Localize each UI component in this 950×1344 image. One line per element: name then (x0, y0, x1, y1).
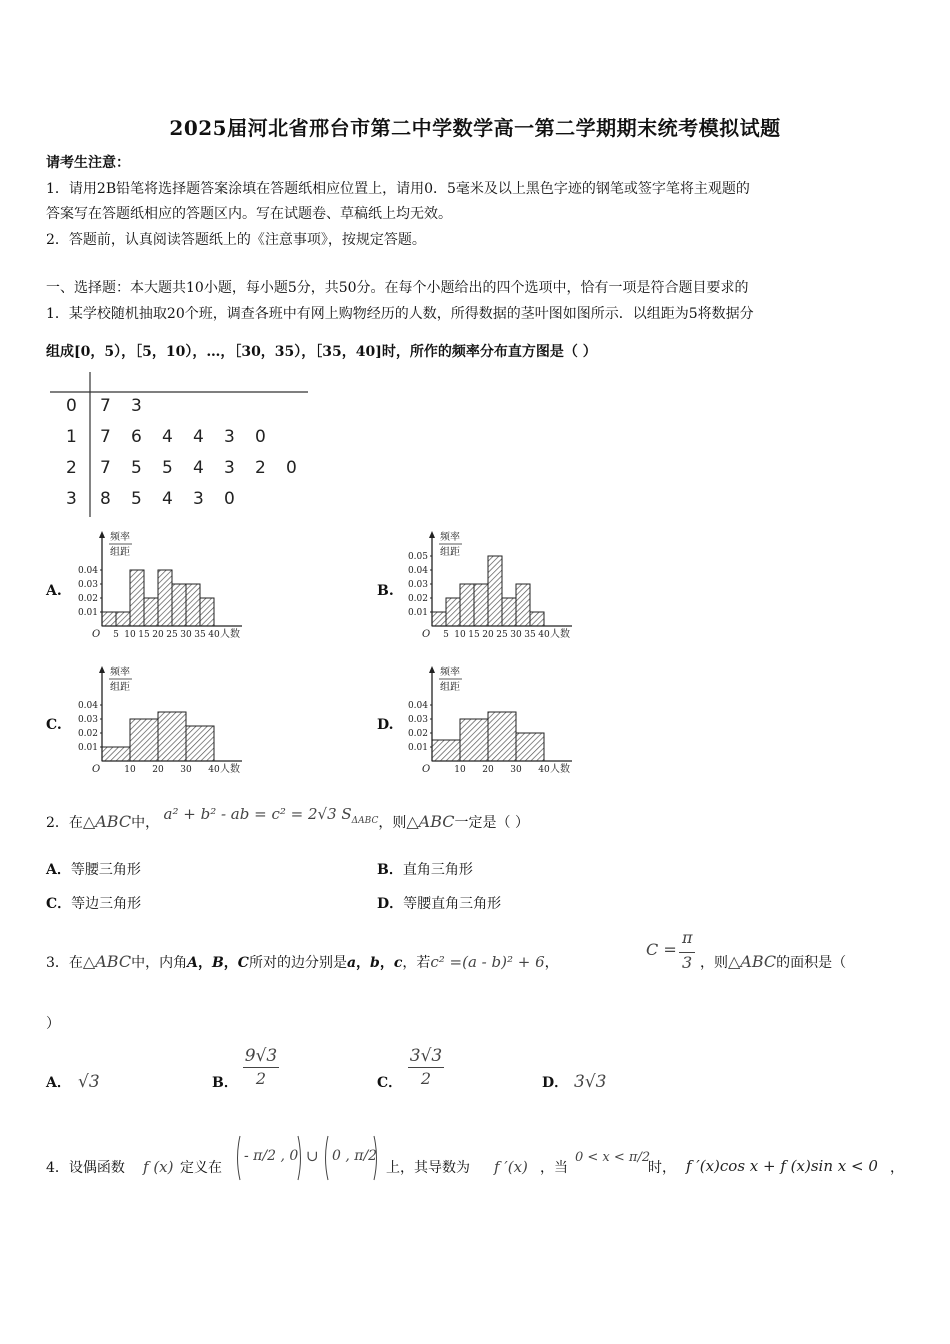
q3-option-c-fraction-bar (408, 1067, 444, 1068)
q3-angle-pi: π (682, 928, 693, 947)
stem-value: 2 (66, 458, 77, 478)
q4-derivative: f ′(x) (494, 1158, 528, 1176)
notice-heading: 请考生注意： (46, 155, 130, 171)
q2-option-b-text: 直角三角形 (402, 862, 473, 878)
y-label-denominator: 组距 (440, 547, 460, 558)
q3-option-c-label[interactable]: C． (377, 1075, 403, 1091)
stem-leaf-plot (50, 372, 312, 517)
stem-value: 3 (66, 489, 77, 509)
leaf-value: 7 (100, 396, 111, 416)
histogram-d[interactable] (402, 663, 582, 778)
y-tick-label: 0.01 (77, 743, 98, 753)
q3-B: B (211, 955, 224, 971)
y-tick-label: 0.03 (77, 580, 98, 590)
leaf-value: 2 (255, 458, 266, 478)
q1-option-c-label[interactable]: C. (46, 717, 62, 733)
q2-option-c[interactable] (46, 893, 141, 913)
y-label-numerator: 频率 (110, 667, 130, 678)
q4-condition: 0 < x < π/2 (575, 1150, 651, 1165)
q3-option-d-value: 3√3 (574, 1072, 607, 1092)
histogram-bar (158, 570, 172, 626)
y-axis-arrow (429, 531, 435, 538)
q3-C: C (237, 955, 249, 971)
notice-item1-line2: 答案写在答题纸相应的答题区内。写在试题卷、草稿纸上均无效。 (46, 206, 452, 222)
q3-comma: ， (544, 955, 559, 971)
histogram-bar (130, 570, 144, 626)
q4-text2: 上，其导数为 (386, 1160, 470, 1176)
q2-mid: 中， (131, 815, 160, 831)
histogram-bar (158, 712, 186, 761)
leaf-value: 4 (162, 427, 173, 447)
q4-interval-2: 0 , π/2 (332, 1148, 378, 1164)
x-tick-label: 10 (124, 630, 136, 640)
leaf-value: 5 (131, 458, 142, 478)
y-label-denominator: 组距 (110, 682, 130, 693)
leaf-value: 0 (255, 427, 266, 447)
x-tick-label: 20 (152, 765, 164, 775)
q3-option-b-numerator: 9√3 (244, 1046, 278, 1066)
q2-option-c-label: C． (46, 896, 72, 912)
y-tick-label: 0.02 (77, 594, 98, 604)
y-label-numerator: 频率 (440, 667, 460, 678)
x-tick-label: 5 (113, 630, 119, 640)
q3-stem-end (700, 952, 846, 972)
y-label-denominator: 组距 (110, 547, 130, 558)
q4-inequality: f ′(x)cos x + f (x)sin x < 0 (686, 1157, 878, 1175)
q3-option-d-label[interactable]: D． (542, 1075, 569, 1091)
q4-function: f (x) (143, 1158, 174, 1176)
x-axis-label: 人数 (220, 764, 240, 775)
x-tick-label: 40 (208, 765, 220, 775)
histogram-bar (460, 719, 488, 761)
histogram-bar (432, 740, 460, 761)
histogram-bar (460, 584, 474, 626)
q3-stem: 3．在△ABC中，内角A，B，C所对的边分别是a，b，c，若c² =(a - b)² + 6， (46, 952, 559, 971)
leaf-value: 0 (224, 489, 235, 509)
leaf-value: 3 (224, 458, 235, 478)
y-tick-label: 0.04 (77, 566, 98, 576)
histogram-bar (488, 712, 516, 761)
leaf-value: 7 (100, 458, 111, 478)
q2-subscript: ΔABC (351, 816, 379, 826)
histogram-bar (186, 726, 214, 761)
x-axis-label: 人数 (220, 629, 240, 640)
q2-suffix: 一定是（ ） (454, 815, 529, 831)
q3-option-c-denominator: 2 (420, 1069, 432, 1088)
histogram-b[interactable] (402, 528, 582, 643)
histogram-bar (516, 584, 530, 626)
y-axis-arrow (99, 666, 105, 673)
origin-label: O (422, 629, 431, 640)
y-tick-label: 0.04 (77, 701, 98, 711)
origin-label: O (92, 764, 101, 775)
q4-text4: 时， (648, 1160, 676, 1176)
x-tick-label: 25 (496, 630, 508, 640)
q2-option-b-label: B． (377, 862, 403, 878)
x-tick-label: 20 (482, 765, 494, 775)
leaf-value: 0 (286, 458, 297, 478)
histogram-bar (172, 584, 186, 626)
q3-text1: 中，内角 (131, 955, 188, 971)
q3-text2: 所对的边分别是 (248, 955, 347, 971)
q2-option-c-text: 等边三角形 (71, 896, 142, 912)
y-tick-label: 0.01 (407, 608, 428, 618)
histogram-a[interactable] (72, 528, 252, 643)
leaf-value: 5 (162, 458, 173, 478)
q2-prefix: 2．在 (46, 815, 83, 831)
q3-angle-three: 3 (682, 953, 693, 972)
q2-option-a[interactable] (46, 859, 141, 879)
q2-option-d-text: 等腰直角三角形 (403, 896, 502, 912)
x-tick-label: 10 (454, 765, 466, 775)
q4-text1: 定义在 (180, 1160, 222, 1176)
q4-union: ∪ (306, 1147, 319, 1165)
histogram-c[interactable] (72, 663, 252, 778)
x-tick-label: 35 (524, 630, 536, 640)
leaf-value: 3 (131, 396, 142, 416)
x-tick-label: 20 (482, 630, 494, 640)
q4-domain (234, 1134, 378, 1182)
q2-formula: a² + b² - ab = c² = 2√3 S (163, 805, 352, 823)
y-label-numerator: 频率 (110, 532, 130, 543)
histogram-bar (102, 612, 116, 626)
y-tick-label: 0.04 (407, 701, 428, 711)
q3-a: a (346, 955, 357, 971)
stem-value: 1 (66, 427, 77, 447)
leaf-value: 3 (224, 427, 235, 447)
x-tick-label: 15 (138, 630, 150, 640)
leaf-value: 7 (100, 427, 111, 447)
x-tick-label: 30 (180, 630, 192, 640)
q2-triangle-1: △ABC (82, 812, 132, 831)
leaf-value: 6 (131, 427, 142, 447)
q3-formula: c² =(a - b)² + 6 (430, 953, 545, 971)
y-axis-arrow (99, 531, 105, 538)
q2-option-d-label: D． (377, 896, 404, 912)
q3-then: ，则 (700, 955, 728, 971)
histogram-bar (200, 598, 214, 626)
stem-leaf-axes (50, 372, 312, 517)
q1-line2: 组成[0，5），［5，10），…，［30，35），［35，40]时，所作的频率分布直方图是（ ） (46, 344, 597, 360)
q2-option-a-label: A． (46, 862, 71, 878)
origin-label: O (422, 764, 431, 775)
leaf-value: 8 (100, 489, 111, 509)
y-tick-label: 0.03 (77, 715, 98, 725)
histogram-bar (530, 612, 544, 626)
x-tick-label: 30 (510, 630, 522, 640)
x-tick-label: 40 (208, 630, 220, 640)
histogram-bar (130, 719, 158, 761)
x-tick-label: 15 (468, 630, 480, 640)
x-tick-label: 20 (152, 630, 164, 640)
q3-option-a-label[interactable]: A． (46, 1075, 71, 1091)
q3-option-c-numerator: 3√3 (409, 1046, 443, 1066)
leaf-value: 4 (162, 489, 173, 509)
y-tick-label: 0.01 (407, 743, 428, 753)
q2-triangle-2: △ABC (406, 812, 455, 831)
q3-option-b-denominator: 2 (255, 1069, 267, 1088)
q3-option-b-fraction-bar (243, 1067, 279, 1068)
x-tick-label: 35 (194, 630, 206, 640)
x-tick-label: 25 (166, 630, 178, 640)
histogram-bar (102, 747, 130, 761)
x-tick-label: 40 (538, 630, 550, 640)
q3-suffix: 的面积是（ (776, 955, 847, 971)
y-label-denominator: 组距 (440, 682, 460, 693)
notice-item2: 2．答题前，认真阅读答题纸上的《注意事项》，按规定答题。 (46, 232, 426, 248)
histogram-bar (502, 598, 516, 626)
q3-triangle-2: △ABC (728, 952, 777, 971)
q3-option-c-fraction (406, 1046, 446, 1088)
x-tick-label: 40 (538, 765, 550, 775)
y-tick-label: 0.03 (407, 715, 428, 725)
histogram-bar (488, 556, 502, 626)
q3-option-a-value: √3 (78, 1072, 100, 1092)
q4-prefix: 4．设偶函数 (46, 1160, 125, 1176)
x-tick-label: 5 (443, 630, 449, 640)
histogram-bar (116, 612, 130, 626)
x-tick-label: 30 (510, 765, 522, 775)
leaf-value: 3 (193, 489, 204, 509)
q4-interval-1: - π/2 , 0 (244, 1148, 299, 1164)
q1-option-a-label[interactable]: A. (46, 583, 62, 599)
y-tick-label: 0.04 (407, 566, 428, 576)
q1-option-d-label[interactable]: D. (377, 717, 394, 733)
origin-label: O (92, 629, 101, 640)
leaf-value: 4 (193, 458, 204, 478)
leaf-value: 4 (193, 427, 204, 447)
page-title: 2025届河北省邢台市第二中学数学高一第二学期期末统考模拟试题 (169, 116, 781, 140)
histogram-bar (186, 584, 200, 626)
y-tick-label: 0.02 (407, 729, 428, 739)
x-tick-label: 10 (454, 630, 466, 640)
q3-option-b-fraction (241, 1046, 281, 1088)
q2-option-d[interactable] (377, 893, 501, 913)
histogram-bar (516, 733, 544, 761)
y-tick-label: 0.02 (77, 729, 98, 739)
y-tick-label: 0.02 (407, 594, 428, 604)
q4-text3: ，当 (540, 1160, 568, 1176)
q2-then: ，则 (378, 815, 407, 831)
x-tick-label: 30 (180, 765, 192, 775)
q3-A: A (187, 955, 198, 971)
q3-prefix: 3．在 (46, 955, 83, 971)
q1-line1: 1．某学校随机抽取20个班，调查各班中有网上购物经历的人数，所得数据的茎叶图如图所示．以组距为5将数据分 (46, 306, 754, 322)
y-tick-label: 0.03 (407, 580, 428, 590)
q3-triangle-1: △ABC (82, 952, 132, 971)
x-axis-label: 人数 (550, 764, 570, 775)
q2-option-a-text: 等腰三角形 (70, 862, 141, 878)
section-heading: 一、选择题：本大题共10小题，每小题5分，共50分。在每个小题给出的四个选项中，恰有一项是符合题目要求的 (46, 280, 749, 296)
q1-option-b-label[interactable]: B. (377, 583, 394, 599)
y-tick-label: 0.01 (77, 608, 98, 618)
q3-b: b (370, 955, 380, 971)
q3-angle-label: C = (646, 940, 677, 959)
notice-item1-line1: 1．请用2B铅笔将选择题答案涂填在答题纸相应位置上，请用0．5毫米及以上黑色字迹的钢笔或签字笔将主观题的 (46, 181, 750, 197)
q3-option-b-label[interactable]: B． (212, 1075, 238, 1091)
y-tick-label: 0.05 (407, 552, 428, 562)
q2-stem (46, 805, 529, 832)
q3-close: ） (46, 1016, 60, 1032)
histogram-bar (474, 584, 488, 626)
histogram-bar (432, 612, 446, 626)
leaf-value: 5 (131, 489, 142, 509)
x-axis-label: 人数 (550, 629, 570, 640)
q3-c: c (393, 955, 403, 971)
stem-value: 0 (66, 396, 77, 416)
y-axis-arrow (429, 666, 435, 673)
q2-option-b[interactable] (377, 859, 473, 879)
q4-end: ， (890, 1160, 904, 1176)
histogram-bar (144, 598, 158, 626)
histogram-bar (446, 598, 460, 626)
x-tick-label: 10 (124, 765, 136, 775)
q3-text3: ，若 (402, 955, 431, 971)
y-label-numerator: 频率 (440, 532, 460, 543)
